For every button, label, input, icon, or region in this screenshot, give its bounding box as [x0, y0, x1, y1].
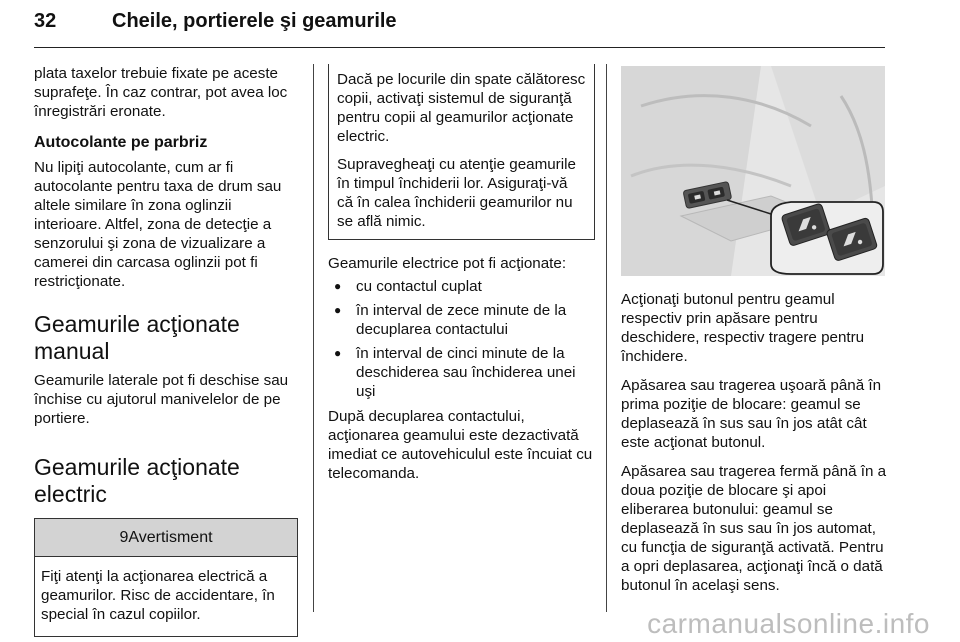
list-intro: Geamurile electrice pot fi acţionate:	[328, 255, 567, 272]
electric-windows-heading: Geamurile acţionate electric	[34, 454, 240, 507]
list-item: ● în interval de cinci minute de la deschiderea sau închiderea unei uşi	[328, 344, 593, 401]
column-3	[621, 66, 887, 605]
warning-title: Avertisment	[128, 529, 213, 546]
warning-continuation-box	[328, 64, 595, 240]
list-item: ● cu contactul cuplat	[328, 277, 593, 296]
manual-windows-heading: Geamurile acţionate manual	[34, 311, 240, 364]
child-safety-paragraph: Dacă pe locurile din spate călătoresc copii, activaţi sistemul de siguranţă pentru copii al geamurilor acţionate electric.	[337, 71, 586, 145]
column-1	[34, 64, 300, 637]
column-divider-2	[606, 64, 607, 612]
window-switch-illustration	[621, 66, 885, 276]
after-ignition-paragraph: După decuplarea contactului, acţionarea geamului este dezactivată imediat ce autovehiculul este încuiat cu telecomanda.	[328, 408, 593, 482]
warning-icon: 9	[119, 529, 129, 546]
list-item: ● în interval de zece minute de la decuplarea contactului	[328, 301, 593, 339]
watermark: carmanualsonline.info	[647, 608, 930, 639]
operation-conditions-list	[328, 277, 593, 401]
first-detent-paragraph: Apăsarea sau tragerea uşoară până în prima poziţie de blocare: geamul se deplasează în sus sau în jos atât cât este acţionat butonul.	[621, 377, 882, 451]
stickers-paragraph: Nu lipiţi autocolante, cum ar fi autocolante pentru taxa de drum sau altele similare în zona oglinzii interioare. Altfel, zona de detecţie a senzorului şi zona de vizualizare a camerei din carcasa oglinzii pot fi restricţionate.	[34, 159, 282, 290]
column-divider-1	[313, 64, 314, 612]
warning-header	[35, 519, 297, 557]
header-rule	[34, 47, 885, 48]
column-2	[328, 64, 593, 493]
page-title: Cheile, portierele şi geamurile	[112, 10, 397, 32]
intro-paragraph: plata taxelor trebuie fixate pe aceste suprafeţe. În caz contrar, pot avea loc înregistrări eronate.	[34, 65, 288, 120]
warning-box	[34, 518, 298, 637]
supervise-paragraph: Supravegheaţi cu atenţie geamurile în timpul închiderii lor. Asiguraţi-vă că în calea închiderii geamurilor nu se află nimic.	[337, 156, 576, 230]
page-number: 32	[34, 10, 57, 32]
window-switch-drawing	[621, 66, 885, 276]
button-operation-paragraph: Acţionaţi butonul pentru geamul respectiv prin apăsare pentru deschidere, respectiv tragere pentru închidere.	[621, 291, 865, 365]
warning-text: Fiţi atenţi la acţionarea electrică a geamurilor. Risc de accidentare, în special în cazul copiilor.	[41, 568, 275, 623]
stickers-heading: Autocolante pe parbriz	[34, 134, 208, 151]
second-detent-paragraph: Apăsarea sau tragerea fermă până în a doua poziţie de blocare şi apoi eliberarea butonului: geamul se deplasează în sus sau în jos automat, cu funcţia de siguranţă activată. Pentru a opri deplasarea, acţionaţi încă o dată butonul în acelaşi sens.	[621, 463, 887, 594]
manual-windows-paragraph: Geamurile laterale pot fi deschise sau închise cu ajutorul manivelelor de pe portiere.	[34, 372, 289, 427]
